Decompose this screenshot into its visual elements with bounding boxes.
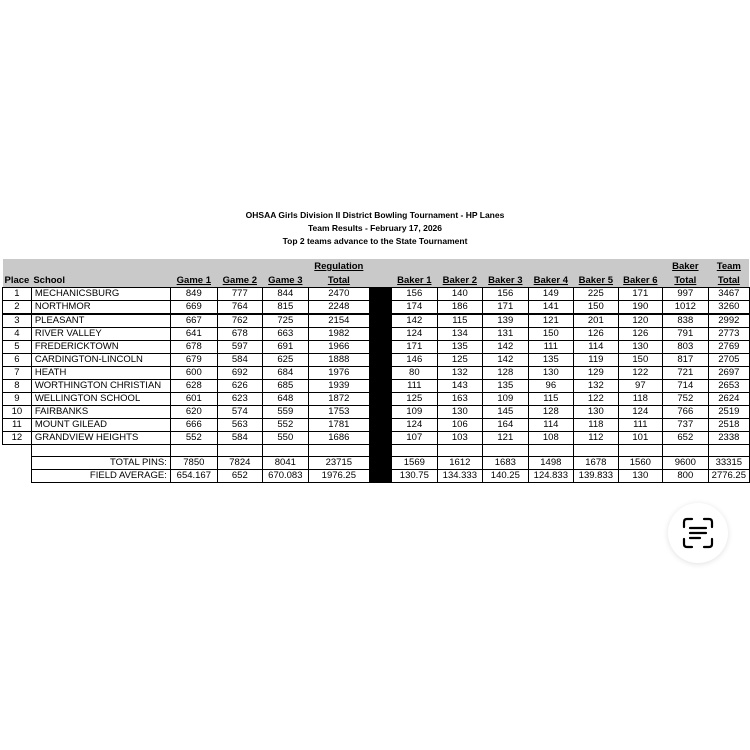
score-cell: 96	[528, 379, 573, 392]
average-cell: 652	[217, 469, 262, 482]
score-cell: 101	[618, 431, 662, 444]
table-row	[3, 300, 750, 314]
score-cell: 849	[170, 287, 217, 300]
score-cell: 225	[573, 287, 618, 300]
score-cell: 150	[618, 353, 662, 366]
separator-cell	[369, 353, 391, 366]
baker6-header: Baker 6	[618, 273, 662, 287]
average-cell: 134.333	[437, 469, 482, 482]
separator-cell	[369, 300, 391, 314]
baker-total-header-bottom: Total	[662, 273, 708, 287]
baker3-header: Baker 3	[482, 273, 528, 287]
score-cell: 124	[391, 418, 437, 431]
score-cell: 135	[437, 340, 482, 353]
score-cell: 623	[217, 392, 262, 405]
separator-cell	[369, 456, 391, 469]
score-cell: 678	[170, 340, 217, 353]
score-cell: 2518	[708, 418, 749, 431]
score-cell: 1781	[308, 418, 369, 431]
place-cell: 11	[3, 418, 32, 431]
score-cell: 130	[528, 366, 573, 379]
score-cell: 122	[573, 392, 618, 405]
score-cell: 130	[573, 405, 618, 418]
baker5-header: Baker 5	[573, 273, 618, 287]
average-cell: 670.083	[262, 469, 308, 482]
score-cell: 762	[217, 314, 262, 328]
document-subtitle: Team Results - February 17, 2026	[307, 223, 443, 233]
score-cell: 111	[391, 379, 437, 392]
school-name: WELLINGTON SCHOOL	[31, 392, 170, 405]
average-cell: 654.167	[170, 469, 217, 482]
place-cell: 1	[3, 287, 32, 300]
score-cell: 150	[528, 327, 573, 340]
score-cell: 2248	[308, 300, 369, 314]
team-total-header-top: Team	[708, 259, 749, 273]
score-cell: 142	[482, 340, 528, 353]
score-cell: 125	[391, 392, 437, 405]
table-row	[3, 327, 750, 340]
score-cell: 620	[170, 405, 217, 418]
score-cell: 574	[217, 405, 262, 418]
school-name: HEATH	[31, 366, 170, 379]
average-cell: 1976.25	[308, 469, 369, 482]
score-cell: 764	[217, 300, 262, 314]
table-header	[3, 259, 750, 287]
score-cell: 141	[528, 300, 573, 314]
score-cell: 2470	[308, 287, 369, 300]
regulation-header-bottom: Total	[308, 273, 369, 287]
score-cell: 1888	[308, 353, 369, 366]
score-cell: 128	[528, 405, 573, 418]
score-cell: 109	[482, 392, 528, 405]
document-header	[0, 209, 750, 248]
separator-cell	[369, 340, 391, 353]
score-cell: 714	[662, 379, 708, 392]
school-name: FAIRBANKS	[31, 405, 170, 418]
score-cell: 119	[573, 353, 618, 366]
total-cell: 7850	[170, 456, 217, 469]
score-cell: 132	[573, 379, 618, 392]
score-cell: 3260	[708, 300, 749, 314]
score-cell: 597	[217, 340, 262, 353]
score-cell: 584	[217, 431, 262, 444]
score-cell: 1872	[308, 392, 369, 405]
score-cell: 149	[528, 287, 573, 300]
score-cell: 584	[217, 353, 262, 366]
table-row	[3, 287, 750, 300]
score-cell: 737	[662, 418, 708, 431]
score-cell: 691	[262, 340, 308, 353]
score-cell: 124	[618, 405, 662, 418]
score-cell: 112	[573, 431, 618, 444]
school-name: PLEASANT	[31, 314, 170, 328]
score-cell: 641	[170, 327, 217, 340]
average-cell: 130	[618, 469, 662, 482]
table-row	[3, 314, 750, 328]
table-row	[3, 379, 750, 392]
score-cell: 118	[573, 418, 618, 431]
score-cell: 2769	[708, 340, 749, 353]
score-cell: 121	[528, 314, 573, 328]
score-cell: 667	[170, 314, 217, 328]
place-cell: 4	[3, 327, 32, 340]
score-cell: 2338	[708, 431, 749, 444]
score-cell: 725	[262, 314, 308, 328]
average-cell: 800	[662, 469, 708, 482]
total-pins-label: TOTAL PINS:	[31, 456, 170, 469]
score-cell: 1966	[308, 340, 369, 353]
score-cell: 2624	[708, 392, 749, 405]
separator-cell	[369, 366, 391, 379]
game2-header: Game 2	[217, 273, 262, 287]
average-cell: 130.75	[391, 469, 437, 482]
score-cell: 678	[217, 327, 262, 340]
score-cell: 156	[391, 287, 437, 300]
score-cell: 684	[262, 366, 308, 379]
total-cell: 8041	[262, 456, 308, 469]
team-total-header-bottom: Total	[708, 273, 749, 287]
score-cell: 626	[217, 379, 262, 392]
baker4-header: Baker 4	[528, 273, 573, 287]
table-body	[3, 287, 750, 444]
score-cell: 115	[528, 392, 573, 405]
scan-text-button[interactable]	[668, 503, 728, 563]
score-cell: 550	[262, 431, 308, 444]
place-cell: 6	[3, 353, 32, 366]
school-name: MOUNT GILEAD	[31, 418, 170, 431]
score-cell: 171	[618, 287, 662, 300]
score-cell: 146	[391, 353, 437, 366]
score-cell: 108	[528, 431, 573, 444]
total-cell: 23715	[308, 456, 369, 469]
score-cell: 139	[482, 314, 528, 328]
separator-cell	[369, 469, 391, 482]
score-cell: 777	[217, 287, 262, 300]
separator-cell	[369, 431, 391, 444]
score-cell: 164	[482, 418, 528, 431]
score-cell: 156	[482, 287, 528, 300]
score-cell: 142	[391, 314, 437, 328]
score-cell: 128	[482, 366, 528, 379]
average-cell: 2776.25	[708, 469, 749, 482]
field-average-label: FIELD AVERAGE:	[31, 469, 170, 482]
school-name: FREDERICKTOWN	[31, 340, 170, 353]
score-cell: 145	[482, 405, 528, 418]
score-cell: 601	[170, 392, 217, 405]
separator-cell	[369, 327, 391, 340]
baker2-header: Baker 2	[437, 273, 482, 287]
school-name: WORTHINGTON CHRISTIAN	[31, 379, 170, 392]
total-cell: 9600	[662, 456, 708, 469]
score-cell: 663	[262, 327, 308, 340]
score-cell: 625	[262, 353, 308, 366]
score-cell: 80	[391, 366, 437, 379]
score-cell: 134	[437, 327, 482, 340]
score-cell: 114	[573, 340, 618, 353]
place-cell: 3	[3, 314, 32, 328]
place-header: Place	[4, 274, 30, 286]
separator-cell	[369, 418, 391, 431]
score-cell: 2705	[708, 353, 749, 366]
score-cell: 2992	[708, 314, 749, 328]
score-cell: 118	[618, 392, 662, 405]
score-cell: 103	[437, 431, 482, 444]
scan-text-icon	[681, 516, 715, 550]
school-name: MECHANICSBURG	[31, 287, 170, 300]
table-row	[3, 405, 750, 418]
score-cell: 97	[618, 379, 662, 392]
score-cell: 2154	[308, 314, 369, 328]
score-cell: 142	[482, 353, 528, 366]
total-pins-row	[3, 456, 750, 469]
score-cell: 135	[528, 353, 573, 366]
score-cell: 3467	[708, 287, 749, 300]
school-name: CARDINGTON-LINCOLN	[31, 353, 170, 366]
score-cell: 201	[573, 314, 618, 328]
school-name: NORTHMOR	[31, 300, 170, 314]
score-cell: 143	[437, 379, 482, 392]
place-cell: 5	[3, 340, 32, 353]
score-cell: 766	[662, 405, 708, 418]
advance-note: Top 2 teams advance to the State Tournament	[282, 236, 468, 246]
score-cell: 844	[262, 287, 308, 300]
score-cell: 1753	[308, 405, 369, 418]
score-cell: 115	[437, 314, 482, 328]
total-cell: 1678	[573, 456, 618, 469]
document-title: OHSAA Girls Division II District Bowling Tournament - HP Lanes	[245, 210, 505, 220]
total-cell: 33315	[708, 456, 749, 469]
score-cell: 1976	[308, 366, 369, 379]
place-cell: 7	[3, 366, 32, 379]
score-cell: 552	[170, 431, 217, 444]
score-cell: 552	[262, 418, 308, 431]
score-cell: 648	[262, 392, 308, 405]
score-cell: 559	[262, 405, 308, 418]
place-cell: 2	[3, 300, 32, 314]
score-cell: 120	[618, 314, 662, 328]
score-cell: 817	[662, 353, 708, 366]
place-cell: 9	[3, 392, 32, 405]
score-cell: 174	[391, 300, 437, 314]
score-cell: 2519	[708, 405, 749, 418]
game1-header: Game 1	[170, 273, 217, 287]
separator-cell	[369, 392, 391, 405]
score-cell: 126	[573, 327, 618, 340]
field-average-row	[3, 469, 750, 482]
score-cell: 130	[437, 405, 482, 418]
score-cell: 628	[170, 379, 217, 392]
total-cell: 1569	[391, 456, 437, 469]
score-cell: 186	[437, 300, 482, 314]
score-cell: 791	[662, 327, 708, 340]
total-cell: 1683	[482, 456, 528, 469]
score-cell: 1012	[662, 300, 708, 314]
separator-cell	[369, 379, 391, 392]
score-cell: 190	[618, 300, 662, 314]
score-cell: 685	[262, 379, 308, 392]
baker1-header: Baker 1	[391, 273, 437, 287]
score-cell: 163	[437, 392, 482, 405]
baker-total-header-top: Baker	[662, 259, 708, 273]
score-cell: 140	[437, 287, 482, 300]
score-cell: 106	[437, 418, 482, 431]
score-cell: 1686	[308, 431, 369, 444]
score-cell: 111	[528, 340, 573, 353]
score-cell: 1982	[308, 327, 369, 340]
table-row	[3, 366, 750, 379]
score-cell: 838	[662, 314, 708, 328]
table-row	[3, 392, 750, 405]
score-cell: 111	[618, 418, 662, 431]
average-cell: 140.25	[482, 469, 528, 482]
place-cell: 10	[3, 405, 32, 418]
regulation-header-top: Regulation	[308, 259, 369, 273]
table-row	[3, 353, 750, 366]
score-cell: 1939	[308, 379, 369, 392]
score-cell: 669	[170, 300, 217, 314]
place-cell: 8	[3, 379, 32, 392]
score-cell: 600	[170, 366, 217, 379]
separator-cell	[369, 314, 391, 328]
score-cell: 126	[618, 327, 662, 340]
table-footer	[3, 444, 750, 482]
score-cell: 171	[482, 300, 528, 314]
score-cell: 121	[482, 431, 528, 444]
score-cell: 125	[437, 353, 482, 366]
score-cell: 666	[170, 418, 217, 431]
score-cell: 2773	[708, 327, 749, 340]
score-cell: 122	[618, 366, 662, 379]
score-cell: 114	[528, 418, 573, 431]
score-cell: 130	[618, 340, 662, 353]
results-table	[2, 259, 750, 483]
score-cell: 803	[662, 340, 708, 353]
score-cell: 129	[573, 366, 618, 379]
score-cell: 997	[662, 287, 708, 300]
separator-cell	[369, 287, 391, 300]
score-cell: 2697	[708, 366, 749, 379]
score-cell: 679	[170, 353, 217, 366]
table-row	[3, 418, 750, 431]
table-row	[3, 431, 750, 444]
score-cell: 124	[391, 327, 437, 340]
total-cell: 1498	[528, 456, 573, 469]
school-name: RIVER VALLEY	[31, 327, 170, 340]
score-cell: 692	[217, 366, 262, 379]
score-cell: 131	[482, 327, 528, 340]
score-cell: 135	[482, 379, 528, 392]
average-cell: 139.833	[573, 469, 618, 482]
school-name: GRANDVIEW HEIGHTS	[31, 431, 170, 444]
score-cell: 563	[217, 418, 262, 431]
total-cell: 7824	[217, 456, 262, 469]
table-row	[3, 340, 750, 353]
score-cell: 721	[662, 366, 708, 379]
total-cell: 1612	[437, 456, 482, 469]
place-cell: 12	[3, 431, 32, 444]
score-cell: 109	[391, 405, 437, 418]
score-cell: 107	[391, 431, 437, 444]
score-cell: 652	[662, 431, 708, 444]
separator-cell	[369, 405, 391, 418]
school-header: School	[31, 273, 170, 287]
total-cell: 1560	[618, 456, 662, 469]
score-cell: 150	[573, 300, 618, 314]
score-cell: 752	[662, 392, 708, 405]
score-cell: 132	[437, 366, 482, 379]
score-cell: 171	[391, 340, 437, 353]
average-cell: 124.833	[528, 469, 573, 482]
score-cell: 2653	[708, 379, 749, 392]
score-cell: 815	[262, 300, 308, 314]
game3-header: Game 3	[262, 273, 308, 287]
